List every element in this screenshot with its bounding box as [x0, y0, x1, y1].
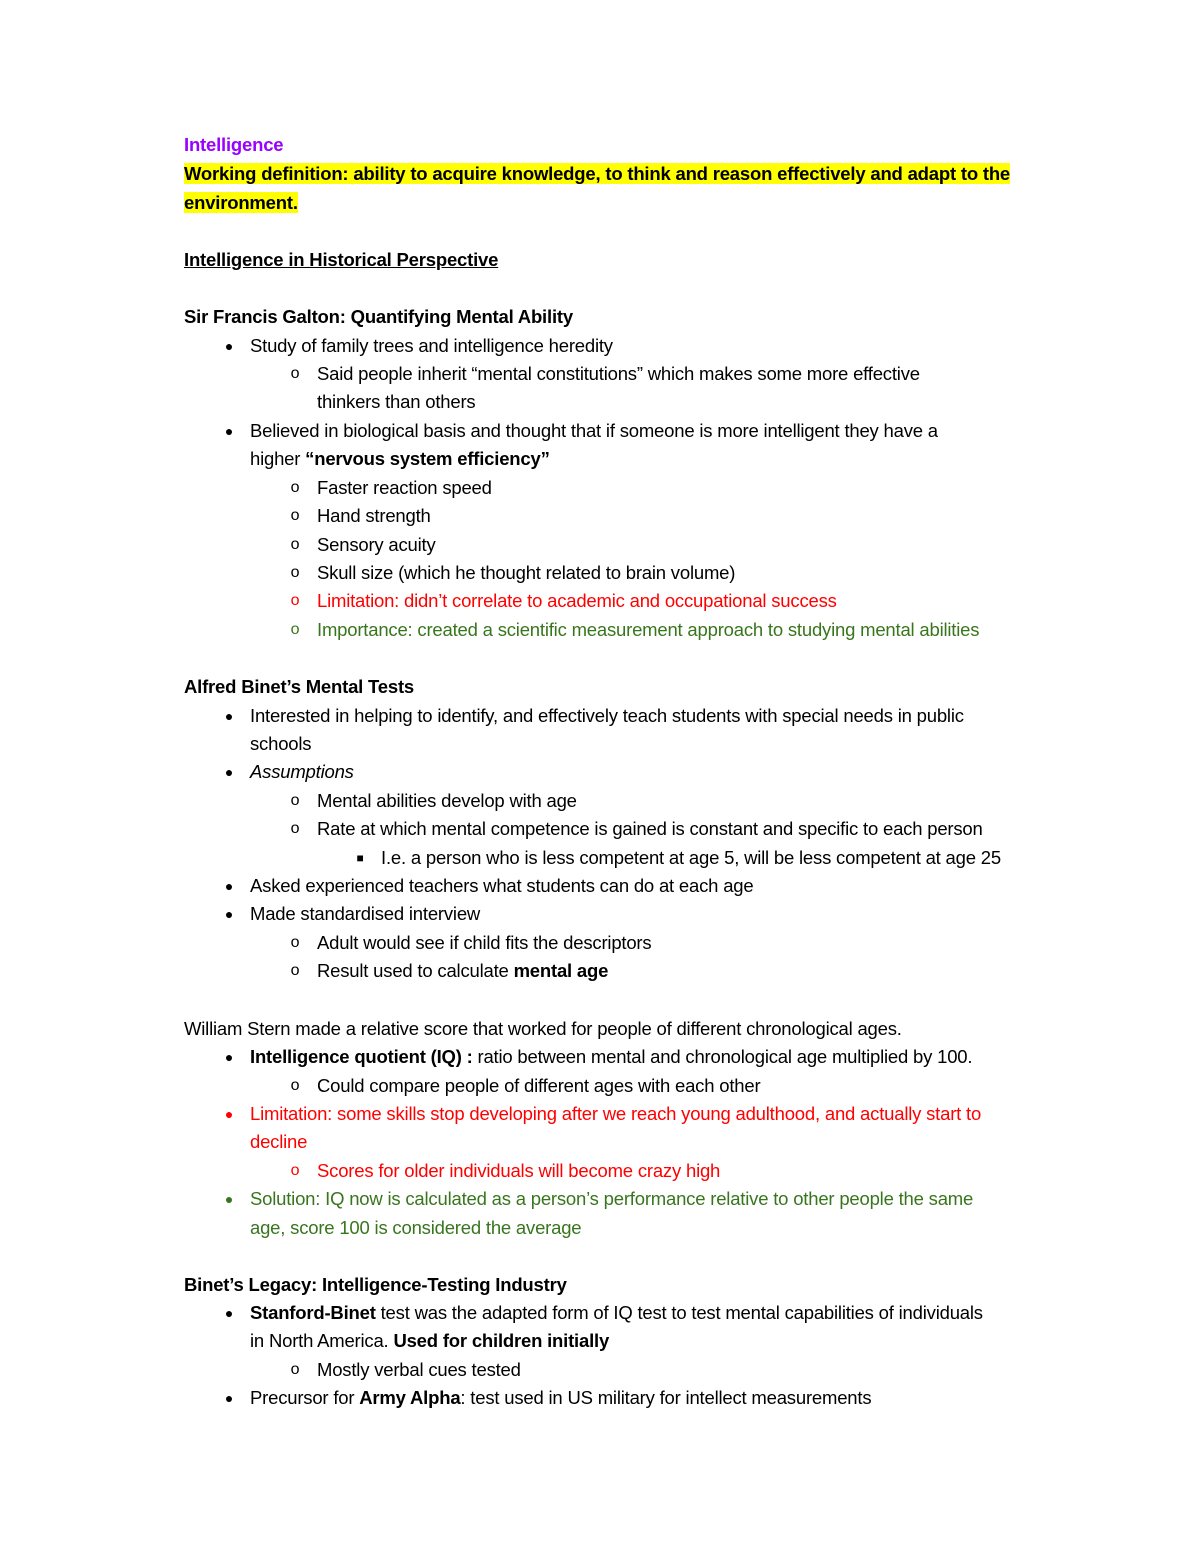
list-item: o Skull size (which he thought related to brain volume): [317, 559, 735, 587]
definition-text-2: environment.: [184, 192, 298, 213]
list-item: o Said people inherit “mental constitutions” which makes some more effective: [317, 360, 920, 388]
list-item: o Adult would see if child fits the descriptors: [317, 929, 651, 957]
bullet-circle-icon: o: [290, 1077, 300, 1094]
list-item-continuation: in North America. Used for children initially: [250, 1330, 610, 1351]
list-item: ● Intelligence quotient (IQ) : ratio between mental and chronological age multiplied by 100.: [250, 1043, 972, 1071]
bullet-dot-icon: ●: [224, 1390, 234, 1406]
list-item: o Mostly verbal cues tested: [317, 1356, 521, 1384]
bullet-dot-icon: ●: [224, 1106, 234, 1122]
legacy-heading: Binet’s Legacy: Intelligence-Testing Industry: [184, 1274, 567, 1295]
list-item: o Rate at which mental competence is gained is constant and specific to each person: [317, 815, 983, 843]
bullet-circle-icon: o: [290, 621, 300, 638]
list-item: ● Study of family trees and intelligence heredity: [250, 332, 613, 360]
list-item: ● Assumptions: [250, 758, 354, 786]
bullet-circle-icon: o: [290, 962, 300, 979]
definition-line: [184, 160, 1010, 188]
bullet-dot-icon: ●: [224, 708, 234, 724]
definition-line: [184, 189, 298, 217]
bullet-circle-icon: o: [290, 479, 300, 496]
document-title: Intelligence: [184, 134, 284, 155]
list-item-importance: o Importance: created a scientific measurement approach to studying mental abilities: [317, 616, 979, 644]
list-item-continuation: decline: [250, 1131, 308, 1152]
list-item-limitation: o Limitation: didn’t correlate to academic and occupational success: [317, 587, 837, 615]
bullet-dot-icon: ●: [224, 878, 234, 894]
list-item: o Result used to calculate mental age: [317, 957, 608, 985]
bullet-circle-icon: o: [290, 507, 300, 524]
list-item-solution: ● Solution: IQ now is calculated as a person’s performance relative to other people the same: [250, 1185, 973, 1213]
definition-text-1: Working definition: ability to acquire knowledge, to think and reason effectively and adapt to the: [184, 163, 1011, 184]
list-item-limitation: ● Limitation: some skills stop developing after we reach young adulthood, and actually start to: [250, 1100, 981, 1128]
list-item: o Sensory acuity: [317, 531, 436, 559]
bullet-dot-icon: ●: [224, 1049, 234, 1065]
bullet-circle-icon: o: [290, 820, 300, 837]
list-item: ● Believed in biological basis and thought that if someone is more intelligent they have a: [250, 417, 938, 445]
list-item: ● Asked experienced teachers what students can do at each age: [250, 872, 753, 900]
bullet-dot-icon: ●: [224, 764, 234, 780]
list-item: o Mental abilities develop with age: [317, 787, 577, 815]
bullet-circle-icon: o: [290, 792, 300, 809]
bullet-dot-icon: ●: [224, 1305, 234, 1321]
list-item: ● Interested in helping to identify, and effectively teach students with special needs in public: [250, 702, 964, 730]
list-item-continuation: age, score 100 is considered the average: [250, 1217, 582, 1238]
bullet-circle-icon: o: [290, 365, 300, 382]
bullet-dot-icon: ●: [224, 338, 234, 354]
list-item: o Scores for older individuals will become crazy high: [317, 1157, 720, 1185]
bullet-circle-icon: o: [290, 592, 300, 609]
bullet-dot-icon: ●: [224, 906, 234, 922]
bullet-dot-icon: ●: [224, 1191, 234, 1207]
bullet-square-icon: ■: [356, 851, 364, 865]
stern-intro: William Stern made a relative score that worked for people of different chronological ages.: [184, 1018, 902, 1039]
list-item: ● Stanford-Binet test was the adapted form of IQ test to test mental capabilities of individuals: [250, 1299, 983, 1327]
binet-heading: Alfred Binet’s Mental Tests: [184, 676, 415, 697]
list-item: ● Made standardised interview: [250, 900, 480, 928]
list-item: o Faster reaction speed: [317, 474, 492, 502]
bullet-circle-icon: o: [290, 536, 300, 553]
list-item: o Hand strength: [317, 502, 431, 530]
section-heading-historical: Intelligence in Historical Perspective: [184, 249, 499, 270]
galton-heading: Sir Francis Galton: Quantifying Mental Ability: [184, 306, 573, 327]
list-item: ● Precursor for Army Alpha: test used in US military for intellect measurements: [250, 1384, 871, 1412]
bullet-circle-icon: o: [290, 1361, 300, 1378]
bullet-dot-icon: ●: [224, 423, 234, 439]
list-item: o Could compare people of different ages with each other: [317, 1072, 760, 1100]
bullet-circle-icon: o: [290, 934, 300, 951]
list-item-continuation: thinkers than others: [317, 391, 476, 412]
list-item: ■ I.e. a person who is less competent at age 5, will be less competent at age 25: [381, 844, 1001, 872]
list-item-continuation: higher “nervous system efficiency”: [250, 448, 550, 469]
list-item-continuation: schools: [250, 733, 312, 754]
bullet-circle-icon: o: [290, 564, 300, 581]
bullet-circle-icon: o: [290, 1162, 300, 1179]
